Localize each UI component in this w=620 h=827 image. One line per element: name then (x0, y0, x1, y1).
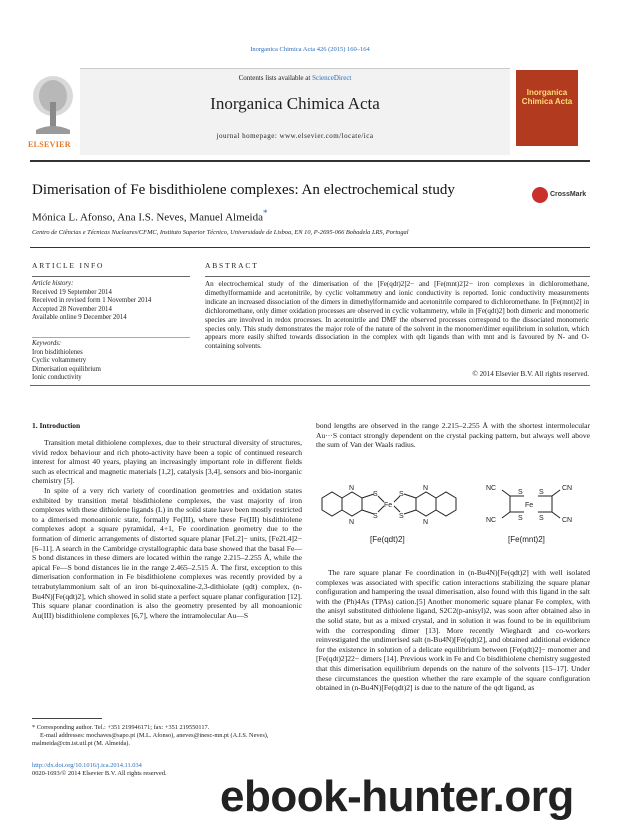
atom-label: S (373, 513, 378, 520)
journal-homepage (80, 132, 510, 140)
cover-title: Inorganica Chimica Acta (521, 88, 573, 106)
affiliation: Centro de Ciências e Técnicas Nucleares/CFMC, Instituto Superior Técnico, Universidade de Lisboa, EN 10, P-2695-066 Bobadela LRS, Portugal (32, 229, 409, 236)
keywords-rule (32, 337, 190, 338)
atom-label: S (373, 491, 378, 498)
title-rule (30, 247, 590, 248)
abstract-heading: ABSTRACT (205, 261, 259, 270)
crossmark-label[interactable]: CrossMark (550, 191, 587, 198)
elsevier-tree-logo (30, 72, 76, 144)
history-item: Available online 9 December 2014 (32, 314, 127, 322)
article-info-rule (32, 276, 190, 277)
atom-label: N (423, 485, 429, 492)
article-history (32, 280, 192, 323)
paragraph: Transition metal dithiolene complexes, due to their structural diversity of structures, vivid redox behaviour and rich photo-activity have been a topic of continued research interest for almost 40 years, playing an increasingly important role in different fields such as electrical and magnetic materials [1,2], catalysis [3,4], sensors and bio-inorganic chemistry [5]. (32, 438, 302, 486)
abstract-text: An electrochemical study of the dimerisation of the [Fe(qdt)2]2− and [Fe(mnt)2]2− iron complexes in dichloromethane, dimethylformamide and acetonitrile, by cyclic voltammetry and ionic conductivity is reported. Ionic conductivity measurements indicate an increased dissociation of the dimers in dimethylformamide and acetonitrile compared to dichloromethane. In [Fe(mnt)2] in dichloromethane, only dimer oxidation processes are observed in cyclic voltammetry, while in [Fe(qdt)2] both dimeric and monomeric species are involved in redox processes. In acetonitrile and DMF the observed processes correspond to the dissociated monomeric species only. This study demonstrates the major role of the nature of the solvent in the monomer/dimer equilibrium in solution, which appears more easily shifted towards dissociation in the complex with qdt ligands than with mnt and is favoured by N- and O-containing solvents. (205, 280, 589, 351)
atom-label: CN (562, 485, 573, 492)
atom-label: CN (562, 517, 573, 524)
email-footnote[interactable]: E-mail addresses: mochaves@sapo.pt (M.L. Afonso), aneves@inesc-mn.pt (A.I.S. Neves), malmeida@ctn.ist.utl.pt (M. Almeida). (32, 732, 269, 747)
journal-reference[interactable]: Inorganica Chimica Acta 426 (2015) 160–164 (250, 46, 370, 53)
watermark: ebook-hunter.org (220, 772, 574, 821)
atom-label: N (349, 519, 355, 526)
atom-label: NC (486, 485, 497, 492)
article-title: Dimerisation of Fe bisdithiolene complexes: An electrochemical study (32, 182, 455, 198)
history-item: Received in revised form 1 November 2014 (32, 297, 152, 305)
history-item: Received 19 September 2014 (32, 288, 112, 296)
authors: Mónica L. Afonso, Ana I.S. Neves, Manuel Almeida (32, 211, 263, 224)
atom-label: S (539, 515, 544, 522)
left-column (32, 438, 302, 620)
corresponding-author-mark[interactable]: * (262, 208, 268, 218)
keywords-label: Keywords: (32, 340, 62, 347)
contents-line (80, 74, 510, 82)
atom-label: Fe (384, 502, 393, 509)
atom-label: Fe (525, 502, 534, 509)
abstract-rule (205, 276, 590, 277)
copyright: © 2014 Elsevier B.V. All rights reserved. (472, 370, 589, 378)
scheme-label-fe-qdt2: [Fe(qdt)2] (370, 535, 405, 544)
corresponding-author-footnote: * Corresponding author. Tel.: +351 219946171; fax: +351 219550117. (32, 724, 210, 731)
header-rule (30, 160, 590, 162)
keywords (32, 340, 192, 383)
author-list (32, 208, 512, 224)
abstract-bottom-rule (30, 385, 590, 386)
homepage-prefix: journal homepage: (216, 132, 280, 140)
doi-link[interactable]: http://dx.doi.org/10.1016/j.ica.2014.11.034 (32, 762, 142, 769)
footnotes (32, 724, 302, 748)
contents-prefix: Contents lists available at (238, 74, 313, 82)
keyword: Ionic conductivity (32, 374, 82, 382)
atom-label: NC (486, 517, 497, 524)
atom-label: S (518, 515, 523, 522)
introduction-heading: 1. Introduction (32, 421, 81, 430)
keyword: Cyclic voltammetry (32, 357, 87, 365)
scheme-label-fe-mnt2: [Fe(mnt)2] (508, 535, 545, 544)
issn-line: 0020-1693/© 2014 Elsevier B.V. All rights reserved. (32, 770, 167, 777)
article-info-heading: ARTICLE INFO (32, 261, 105, 270)
history-item: Accepted 28 November 2014 (32, 305, 112, 313)
elsevier-wordmark: ELSEVIER (28, 140, 71, 149)
keyword: Dimerisation equilibrium (32, 365, 101, 373)
journal-name: Inorganica Chimica Acta (210, 94, 380, 113)
journal-cover-thumbnail[interactable] (516, 70, 578, 146)
atom-label: S (518, 489, 523, 496)
atom-label: N (423, 519, 429, 526)
atom-label: S (399, 513, 404, 520)
history-label: Article history: (32, 280, 74, 287)
footnote-rule (32, 718, 102, 719)
homepage-link[interactable]: www.elsevier.com/locate/ica (279, 132, 374, 140)
crossmark-icon[interactable] (532, 187, 548, 203)
paragraph: The rare square planar Fe coordination in (n-Bu4N)[Fe(qdt)2] with well isolated complexes was associated with specific cation interactions stabilizing the square planar configuration and hampering the usual dimerisation, also found with this ligand in the salt with the (Ph)4As (TPAs) cation.[5] Another monomeric square planar Fe complex, with the anisyl substituted dithiolene ligand, S2C2(p-anisyl)2, was soon after obtained also in the solid state, but as a mixed crystal, and in solution it was found to be in equilibrium with the corresponding dimer [13]. More recently Wieghardt and co-workers reinvestigated the undimerised salt (n-Bu4N)[Fe(qdt)2], and obtained additional evidence for the existence in solution of a delicate equilibrium between [Fe(qdt)2]− monomer and [Fe(qdt)2]22− dimers [14]. Previous work in Fe and Co bisdithiolene chemistry suggested that this dimerisation equilibrium depends on the nature of the solvents [15–17]. Under these circumstances the question whether the rare example of the square configuration obtained in (n-Bu4N)[Fe(qdt)2] is due to the nature of the qdt ligand, as (316, 568, 590, 693)
atom-label: N (349, 485, 355, 492)
chemical-structures-scheme (312, 476, 592, 566)
sciencedirect-link[interactable]: ScienceDirect (312, 74, 352, 82)
atom-label: S (539, 489, 544, 496)
right-column-top: bond lengths are observed in the range 2.215–2.255 Å with the shortest intermolecular Au···S contact strongly dependent on the crystal packing pattern, but always well above the sum of Van der Waals radius. (316, 421, 590, 450)
keyword: Iron bisdithiolenes (32, 348, 83, 356)
paragraph: In spite of a very rich variety of coordination geometries and oxidation states exhibited by transition metal bisdithiolene complexes, the vast majority of iron complexes with these dithiolene ligands (L) in the solid state have been mostly restricted to a dimerised monoanionic state, formally Fe(III), where these Fe(III) bisdithiolene complexes adopt a square pyramidal, 4+1, Fe coordination geometry due to the formation of dimeric arrangements of distorted square planar [FeL2]− units, [Fe2L4]2− [6–11]. A search in the Cambridge crystallographic data base showed that the basal Fe—S bond distances in these dimers are located within the range 2.215–2.255 Å, while the apical Fe—S bond distances lie in the range 2.465–2.515 Å. The first, exception to this dimerisation conformation in Fe bisdithiolene complexes was recently provided by a tetrabutylammonium salt of an iron bi-quinoxaline-2,3-dithiolate (qdt) complex, (n-Bu4N)[Fe(qdt)2], which showed in solid state a perfect square planar configuration [12]. This square planar coordination is also the geometry presented by all monoanionic Au(III) bisdithiolene complexes [6,7], where the intramolecular Au—S (32, 485, 302, 620)
atom-label: S (399, 491, 404, 498)
right-column (316, 568, 590, 693)
